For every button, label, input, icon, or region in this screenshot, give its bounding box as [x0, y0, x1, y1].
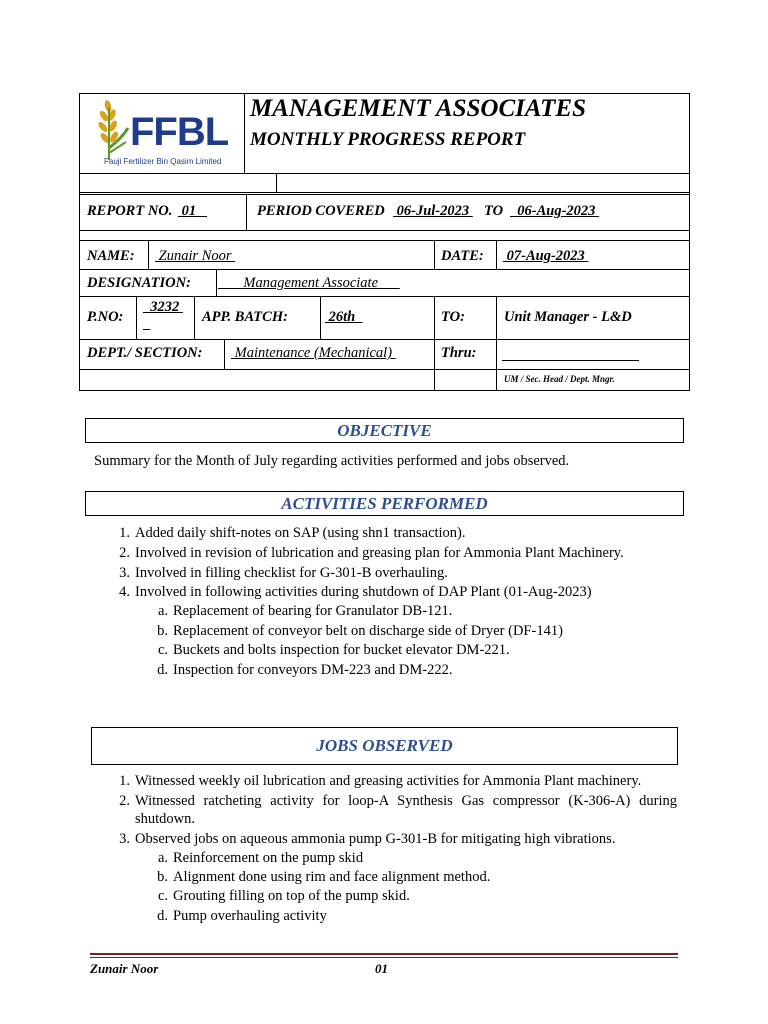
- footer-author: Zunair Noor: [90, 961, 159, 976]
- period-to: 06-Aug-2023: [517, 203, 596, 219]
- designation-value: Management Associate: [243, 275, 379, 291]
- pno-value: 3232: [150, 299, 180, 315]
- objective-text: Summary for the Month of July regarding activities performed and jobs observed.: [94, 453, 570, 469]
- period-from: 06-Jul-2023: [396, 203, 470, 219]
- thru-label: Thru:: [441, 345, 477, 361]
- date-label: DATE:: [441, 248, 484, 264]
- dept-label: DEPT./ SECTION:: [87, 345, 203, 361]
- logo-wordmark: FFBL: [130, 110, 229, 154]
- date-value: 07-Aug-2023: [506, 248, 585, 264]
- period-to-label: TO: [484, 203, 504, 219]
- report-title: MANAGEMENT ASSOCIATES: [250, 95, 586, 122]
- pno-underline: [143, 316, 150, 333]
- footer-page-number: 01: [375, 961, 388, 976]
- thru-note: UM / Sec. Head / Dept. Mngr.: [504, 374, 615, 384]
- objective-heading: OBJECTIVE: [85, 418, 684, 443]
- to-label: TO:: [441, 309, 465, 325]
- jobs-heading: JOBS OBSERVED: [91, 727, 678, 765]
- company-logo: [94, 98, 234, 170]
- to-value: Unit Manager - L&D: [504, 309, 632, 325]
- logo-subtext: Fauji Fertilizer Bin Qasim Limited: [104, 157, 222, 166]
- activities-heading: ACTIVITIES PERFORMED: [85, 491, 684, 516]
- footer-rule: [90, 953, 678, 955]
- name-value: Zunair Noor: [158, 248, 232, 264]
- designation-label: DESIGNATION:: [87, 275, 191, 291]
- wheat-icon: [94, 98, 134, 160]
- batch-value: 26th: [328, 309, 356, 325]
- period-label: PERIOD COVERED: [257, 203, 385, 219]
- pno-label: P.NO:: [87, 309, 124, 325]
- dept-value: Maintenance (Mechanical): [234, 345, 393, 361]
- report-subtitle: MONTHLY PROGRESS REPORT: [250, 129, 526, 150]
- footer-rule-thin: [90, 957, 678, 958]
- report-no-label: REPORT NO.: [87, 203, 173, 219]
- batch-label: APP. BATCH:: [202, 309, 288, 325]
- thru-signature-line: [502, 360, 639, 361]
- name-label: NAME:: [87, 248, 135, 264]
- report-no-value: 01: [181, 203, 197, 219]
